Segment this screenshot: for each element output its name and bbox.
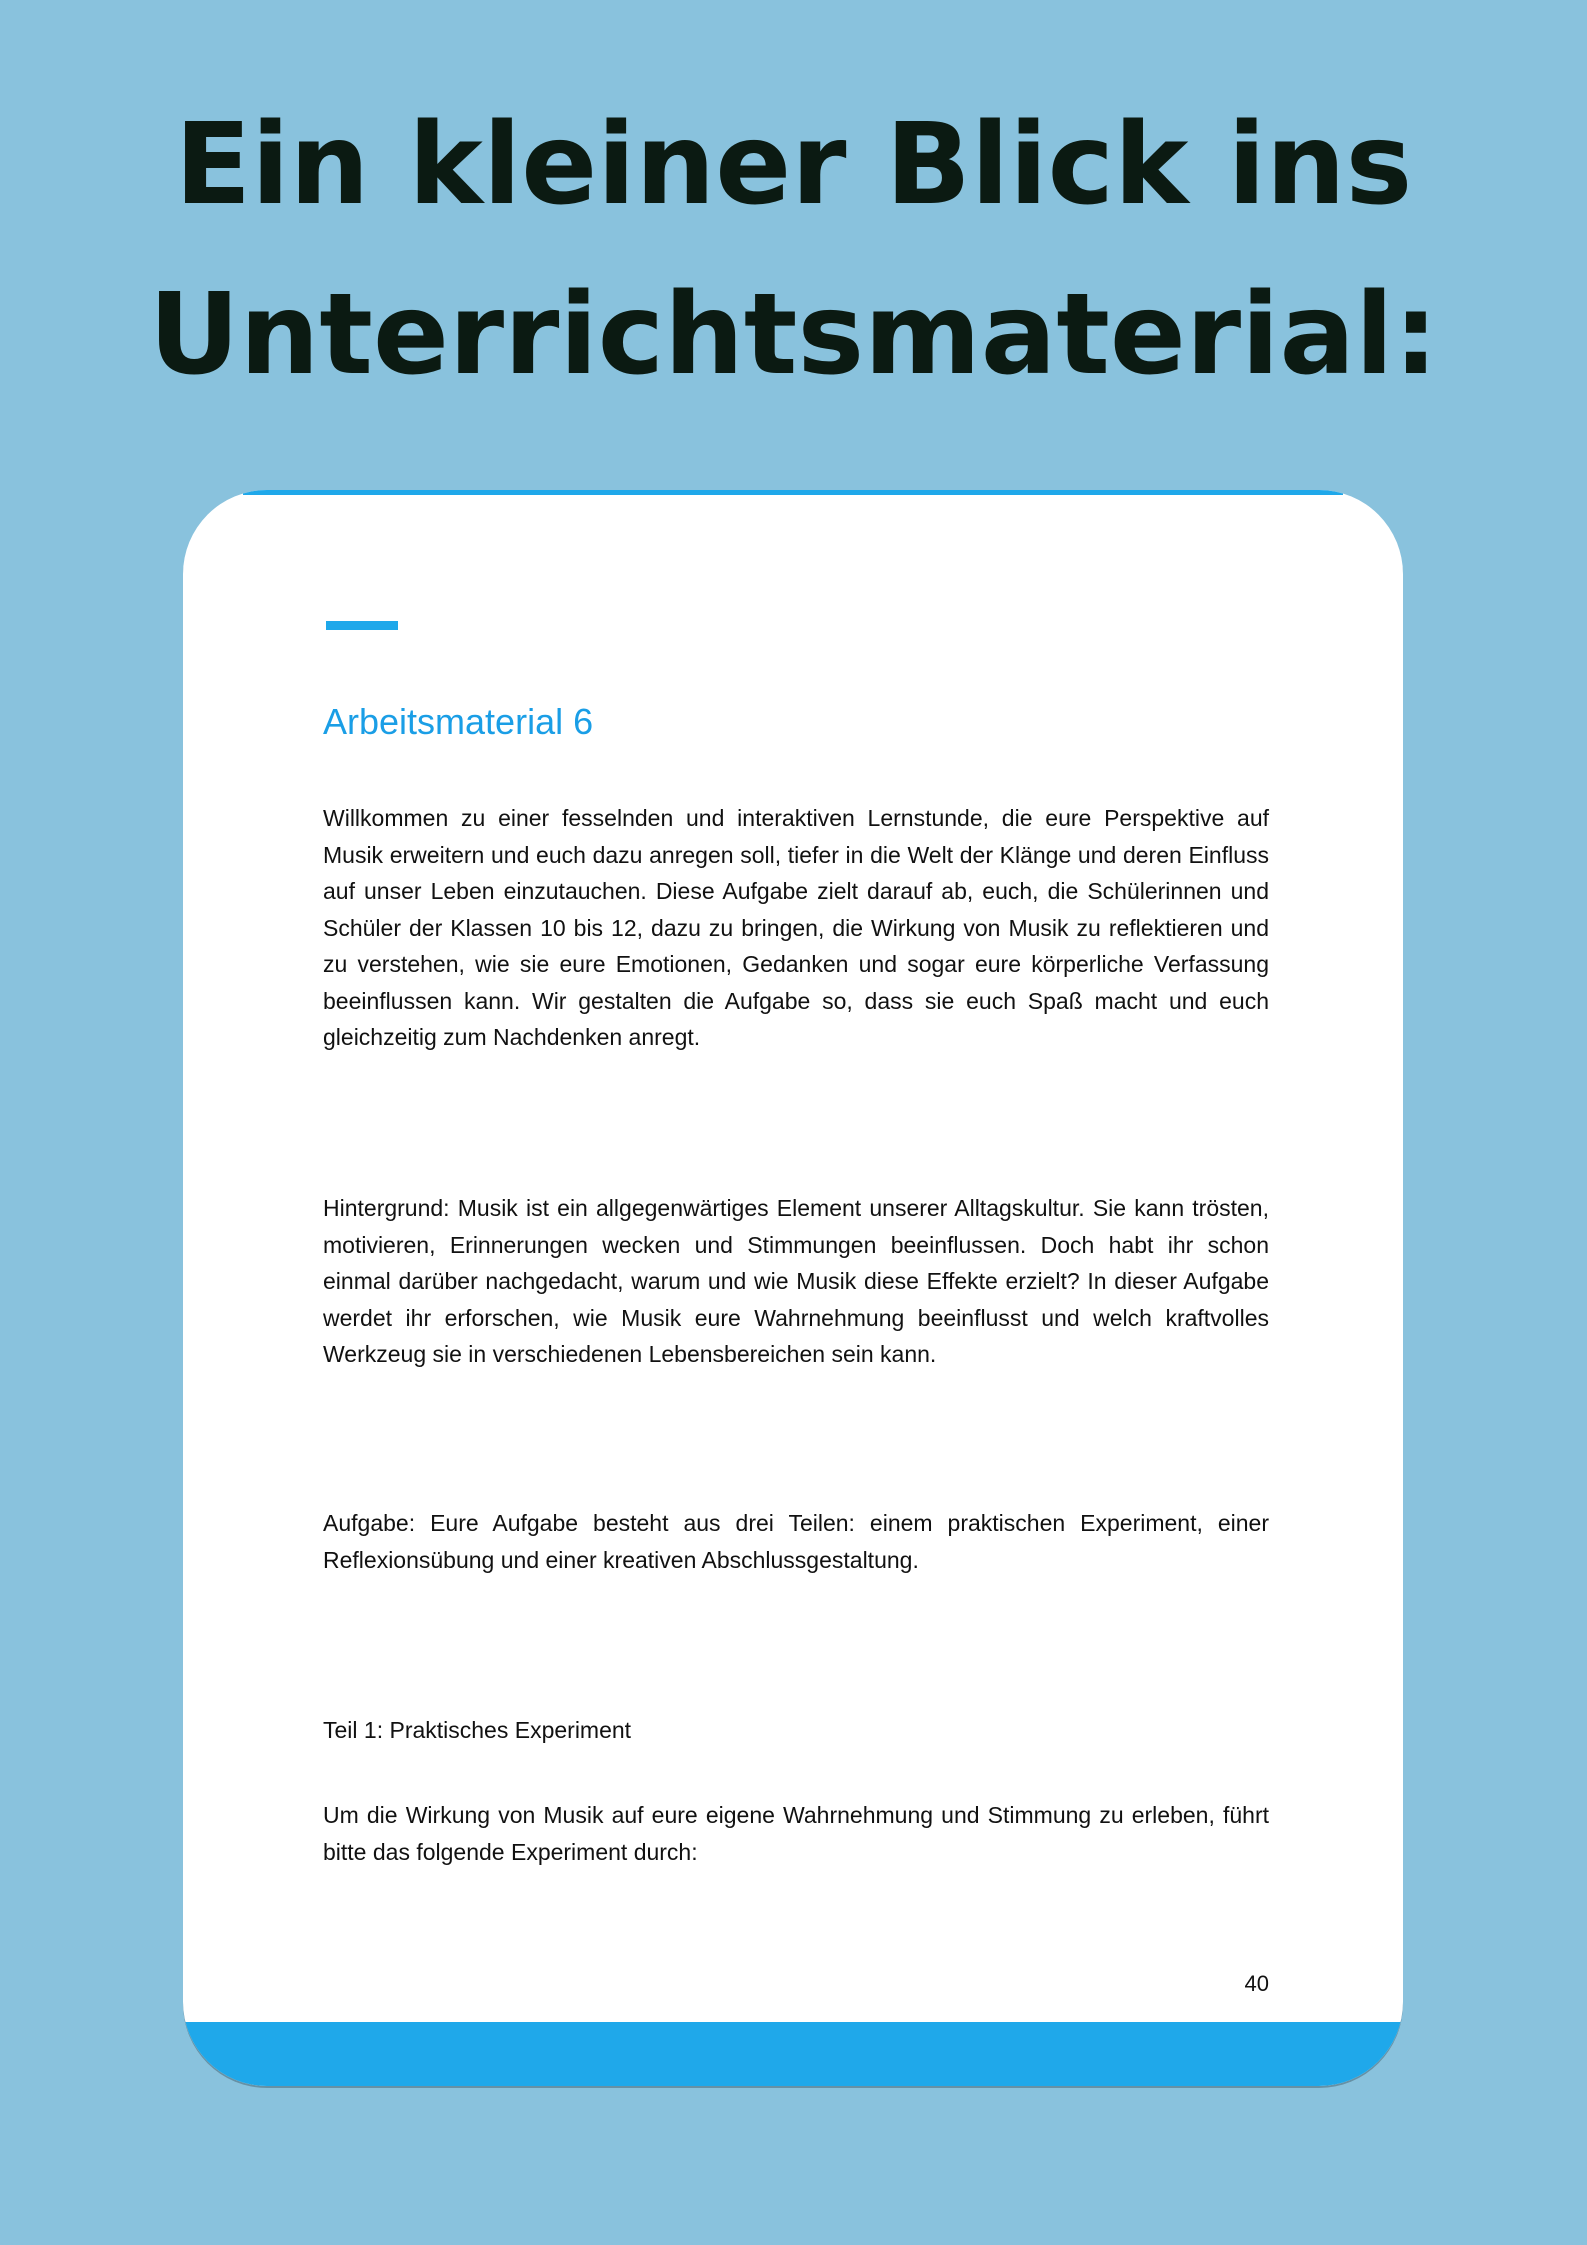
card-bottom-band — [183, 2022, 1403, 2086]
page-number: 40 — [1244, 1971, 1269, 1996]
section-title: Arbeitsmaterial 6 — [323, 701, 594, 742]
card-top-accent-line — [243, 490, 1343, 495]
material-card — [183, 490, 1403, 2086]
task-paragraph: Aufgabe: Eure Aufgabe besteht aus drei Teilen: einem praktischen Experiment, einer Reflexionsübung und einer kreativen Abschlussgestaltung. — [323, 1510, 1269, 1573]
background-paragraph: Hintergrund: Musik ist ein allgegenwärtiges Element unserer Alltagskultur. Sie kann trösten, motivieren, Erinnerungen wecken und Stimmungen beeinflussen. Doch habt ihr schon einmal darüber nachgedacht, warum und wie Musik diese Effekte erzielt? In dieser Aufgabe werdet ihr erforschen, wie Musik eure Wahrnehmung beeinflusst und welch kraftvolles Werkzeug sie in verschiedenen Lebensbereichen sein kann. — [323, 1195, 1269, 1367]
headline-line-2: Unterrichtsmaterial: — [148, 270, 1439, 400]
intro-paragraph: Willkommen zu einer fesselnden und interaktiven Lernstunde, die eure Perspektive auf Musik erweitern und euch dazu anregen soll, tiefer in die Welt der Klänge und deren Einfluss auf unser Leben einzutauchen. Diese Aufgabe zielt darauf ab, euch, die Schülerinnen und Schüler der Klassen 10 bis 12, dazu zu bringen, die Wirkung von Musik zu reflektieren und zu verstehen, wie sie eure Emotionen, Gedanken und sogar eure körperliche Verfassung beeinflussen kann. Wir gestalten die Aufgabe so, dass sie euch Spaß macht und euch gleichzeitig zum Nachdenken anregt. — [323, 805, 1269, 1050]
headline-line-1: Ein kleiner Blick ins — [174, 100, 1413, 230]
accent-dash — [326, 621, 398, 630]
experiment-paragraph: Um die Wirkung von Musik auf eure eigene Wahrnehmung und Stimmung zu erleben, führt bitte das folgende Experiment durch: — [323, 1802, 1269, 1865]
part-1-heading: Teil 1: Praktisches Experiment — [323, 1717, 632, 1743]
page-headline — [0, 80, 1587, 420]
